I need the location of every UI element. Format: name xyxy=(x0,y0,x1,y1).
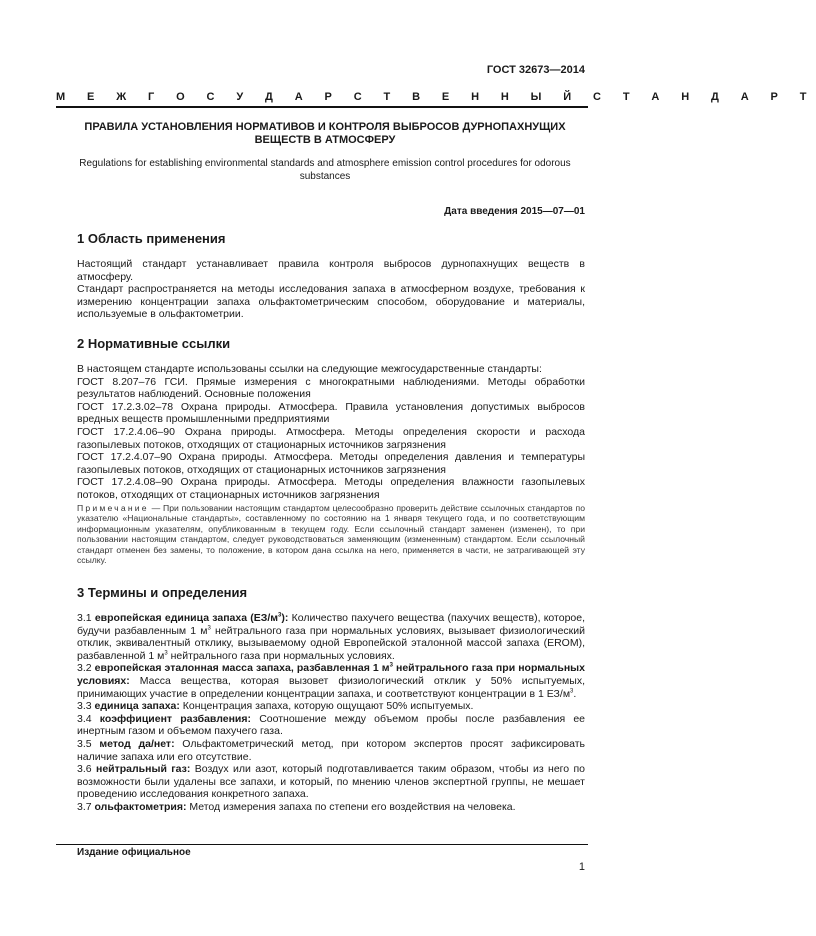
official-edition-label: Издание официальное xyxy=(77,847,191,858)
references-note xyxy=(77,503,585,565)
term-3-2: 3.2 европейская эталонная масса запаха, разбавленная 1 $м^3$ нейтрального газа при нормальных условиях: Масса вещества, которая вызовет физиологический отклик у 50% испытуемых, принимающих участие в определении концентрации запаха, и соответствуют концентрации в 1 $ЕЗ/м^3$. xyxy=(77,662,585,700)
reference-item: ГОСТ 17.2.4.08–90 Охрана природы. Атмосфера. Методы определения влажности газопылевых потоков, отходящих от стационарных источников загрязнения xyxy=(77,476,585,501)
term-3-5: 3.5 метод да/нет: Ольфактометрический метод, при котором экспертов просят зафиксировать наличие запаха или его отсутствие. xyxy=(77,737,586,763)
section-1-heading: 1 Область применения xyxy=(77,231,226,246)
section-1-body xyxy=(77,258,585,321)
note-label: Примечание xyxy=(77,503,149,513)
footer-rule xyxy=(56,844,588,845)
term-3-1: 3.1 европейская единица запаха $(ЕЗ/м^3)$: Количество пахучего вещества (пахучих веществ), которое, будучи разбавленным 1 $м^3$ нейтрального газа при нормальных условиях, вызывает физиологический отклик, эквивалентный отклику, вызываемому одной Европейской эталонной массой запаха (EROM), разбавленной 1 $м^3$ нейтрального газа при нормальных условиях. xyxy=(77,612,586,662)
document-code: ГОСТ 32673—2014 xyxy=(486,64,585,76)
section-1-paragraph-2: Стандарт распространяется на методы исследования запаха в атмосферном воздухе, требования к измерению концентрации запаха ольфактометрическим способом, оборудование и материалы, используемые в ольфактометрии. xyxy=(77,283,585,321)
introduction-date: Дата введения 2015—07—01 xyxy=(444,206,585,217)
term-3-6: 3.6 нейтральный газ: Воздух или азот, который подготавливается таким образом, чтобы из него по возможности были удалены все запахи, и который, по мнению членов экспертной группы, не мешает проведению исследования конкретного запаха. xyxy=(77,763,586,801)
note-text: — При пользовании настоящим стандартом целесообразно проверить действие ссылочных стандартов по указателю «Национальные стандарты», составленному по состоянию на 1 января текущего года, и по соответствующим информационным указателям, опубликованным в текущем году. Если ссылочный стандарт заменен (изменен), то при пользовании настоящим стандартом, следует руководствоваться заменяющим (измененным) стандартом. Если ссылочный стандарт отменен без замены, то положение, в котором дана ссылка на него, применяется в части, не затрагивающей эту ссылку. xyxy=(77,503,585,566)
section-3-body xyxy=(77,612,585,814)
section-2-body xyxy=(77,363,585,502)
term-3-3: 3.3 единица запаха: Концентрация запаха, которую ощущают 50% испытуемых. xyxy=(77,700,474,713)
reference-item: ГОСТ 17.2.3.02–78 Охрана природы. Атмосфера. Правила установления допустимых выбросов вредных веществ промышленными предприятиями xyxy=(77,400,585,426)
term-3-4: 3.4 коэффициент разбавления: Соотношение между объемом пробы после разбавления ее инертным газом и объемом пахучего газа. xyxy=(77,712,585,738)
reference-item: ГОСТ 8.207–76 ГСИ. Прямые измерения с многократными наблюдениями. Методы обработки результатов наблюдений. Основные положения xyxy=(77,375,585,401)
document-title-ru: ПРАВИЛА УСТАНОВЛЕНИЯ НОРМАТИВОВ И КОНТРОЛЯ ВЫБРОСОВ ДУРНОПАХНУЩИХ ВЕЩЕСТВ В АТМОСФЕРУ xyxy=(84,121,566,146)
section-2-intro: В настоящем стандарте использованы ссылки на следующие межгосударственные стандарты: xyxy=(77,363,542,375)
reference-item: ГОСТ 17.2.4.06–90 Охрана природы. Атмосфера. Методы определения скорости и расхода газопылевых потоков, отходящих от стационарных источников загрязнения xyxy=(77,425,585,451)
page-number: 1 xyxy=(578,861,585,873)
section-2-heading: 2 Нормативные ссылки xyxy=(77,336,231,351)
term-3-7: 3.7 ольфактометрия: Метод измерения запаха по степени его воздействия на человека. xyxy=(77,800,516,813)
document-title-en: Regulations for establishing environmental standards and atmosphere emission control procedures for odorous substances xyxy=(79,158,571,182)
section-1-paragraph-1: Настоящий стандарт устанавливает правила контроля выбросов дурнопахнущих веществ в атмосферу. xyxy=(77,258,585,283)
reference-item: ГОСТ 17.2.4.07–90 Охрана природы. Атмосфера. Методы определения давления и температуры газопылевых потоков, отходящих от стационарных источников загрязнения xyxy=(77,451,585,476)
header-rule xyxy=(56,106,588,108)
section-3-heading: 3 Термины и определения xyxy=(77,585,248,600)
standard-type-line: М Е Ж Г О С У Д А Р С Т В Е Н Н Ы Й С Т А Н Д А Р Т xyxy=(56,91,816,103)
